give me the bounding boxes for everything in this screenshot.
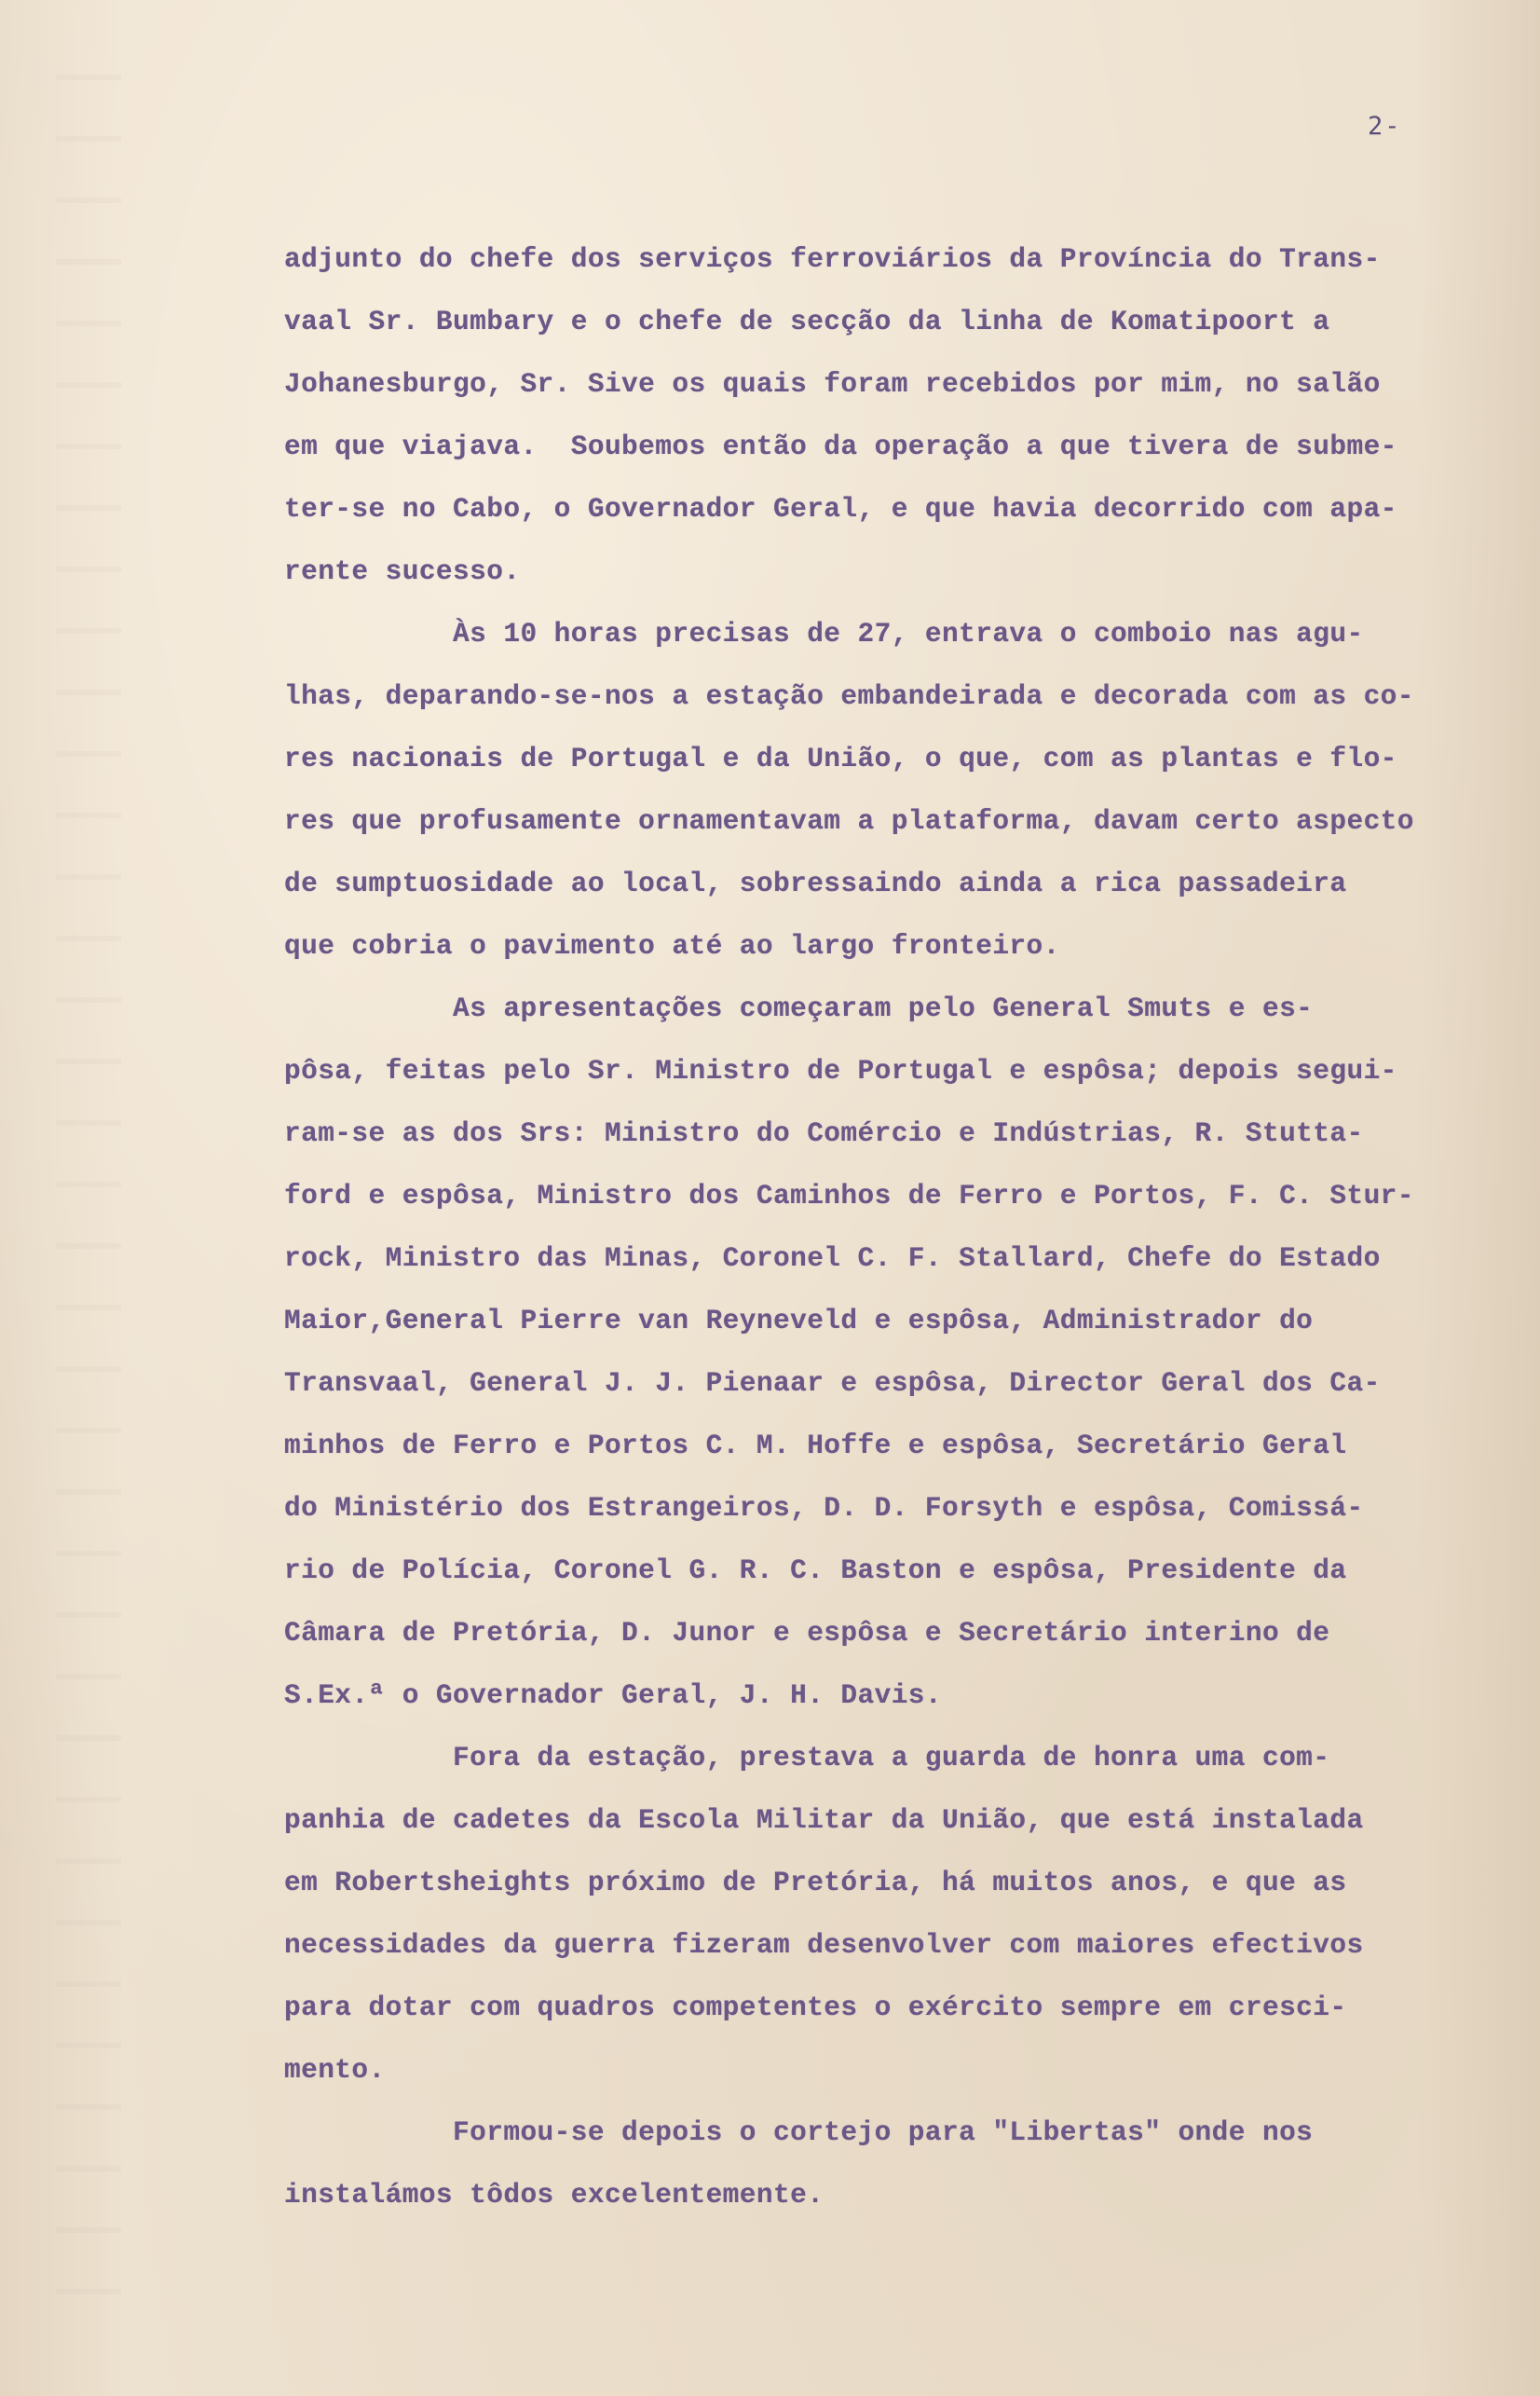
text-line: necessidades da guerra fizeram desenvolver com maiores efectivos [284,1929,1364,1961]
text-line: em Robertsheights próximo de Pretória, há muitos anos, e que as [284,1867,1347,1898]
text-line: rio de Polícia, Coronel G. R. C. Baston e espôsa, Presidente da [284,1554,1347,1586]
margin-texture [56,75,121,2330]
text-line: S.Ex.ª o Governador Geral, J. H. Davis. [284,1679,943,1711]
text-line: Johanesburgo, Sr. Sive os quais foram recebidos por mim, no salão [284,368,1381,400]
text-line: do Ministério dos Estrangeiros, D. D. Forsyth e espôsa, Comissá- [284,1492,1364,1524]
text-line: em que viajava. Soubemos então da operação a que tivera de subme- [284,431,1397,462]
text-line: Às 10 horas precisas de 27, entrava o comboio nas agu- [284,618,1364,650]
text-line: Fora da estação, prestava a guarda de honra uma com- [284,1742,1330,1773]
text-line: rock, Ministro das Minas, Coronel C. F. Stallard, Chefe do Estado [284,1242,1381,1274]
text-line: As apresentações começaram pelo General Smuts e es- [284,993,1314,1024]
text-line: res nacionais de Portugal e da União, o que, com as plantas e flo- [284,743,1397,774]
text-line: minhos de Ferro e Portos C. M. Hoffe e espôsa, Secretário Geral [284,1430,1347,1461]
text-line: de sumptuosidade ao local, sobressaindo ainda a rica passadeira [284,868,1347,899]
text-line: que cobria o pavimento até ao largo fronteiro. [284,930,1060,962]
text-line: instalámos tôdos excelentemente. [284,2179,825,2211]
text-line: mento. [284,2054,386,2086]
text-line: panhia de cadetes da Escola Militar da União, que está instalada [284,1804,1364,1836]
text-line: Câmara de Pretória, D. Junor e espôsa e Secretário interino de [284,1617,1330,1649]
text-line: Maior,General Pierre van Reyneveld e espôsa, Administrador do [284,1305,1314,1336]
text-line: Transvaal, General J. J. Pienaar e espôsa, Director Geral dos Ca- [284,1367,1381,1399]
page-number: 2- [1368,112,1402,141]
text-line: adjunto do chefe dos serviços ferroviários da Província do Trans- [284,243,1381,275]
text-line: res que profusamente ornamentavam a plataforma, davam certo aspecto [284,805,1414,837]
text-line: ford e espôsa, Ministro dos Caminhos de Ferro e Portos, F. C. Stur- [284,1180,1414,1212]
text-line: ter-se no Cabo, o Governador Geral, e que havia decorrido com apa- [284,493,1397,525]
text-line: Formou-se depois o cortejo para "Libertas" onde nos [284,2116,1314,2148]
text-line: para dotar com quadros competentes o exército sempre em cresci- [284,1992,1347,2023]
text-line: pôsa, feitas pelo Sr. Ministro de Portugal e espôsa; depois segui- [284,1055,1397,1087]
text-line: rente sucesso. [284,555,521,587]
text-line: lhas, deparando-se-nos a estação embandeirada e decorada com as co- [284,680,1414,712]
text-line: ram-se as dos Srs: Ministro do Comércio e Indústrias, R. Stutta- [284,1117,1364,1149]
text-line: vaal Sr. Bumbary e o chefe de secção da linha de Komatipoort a [284,306,1330,337]
